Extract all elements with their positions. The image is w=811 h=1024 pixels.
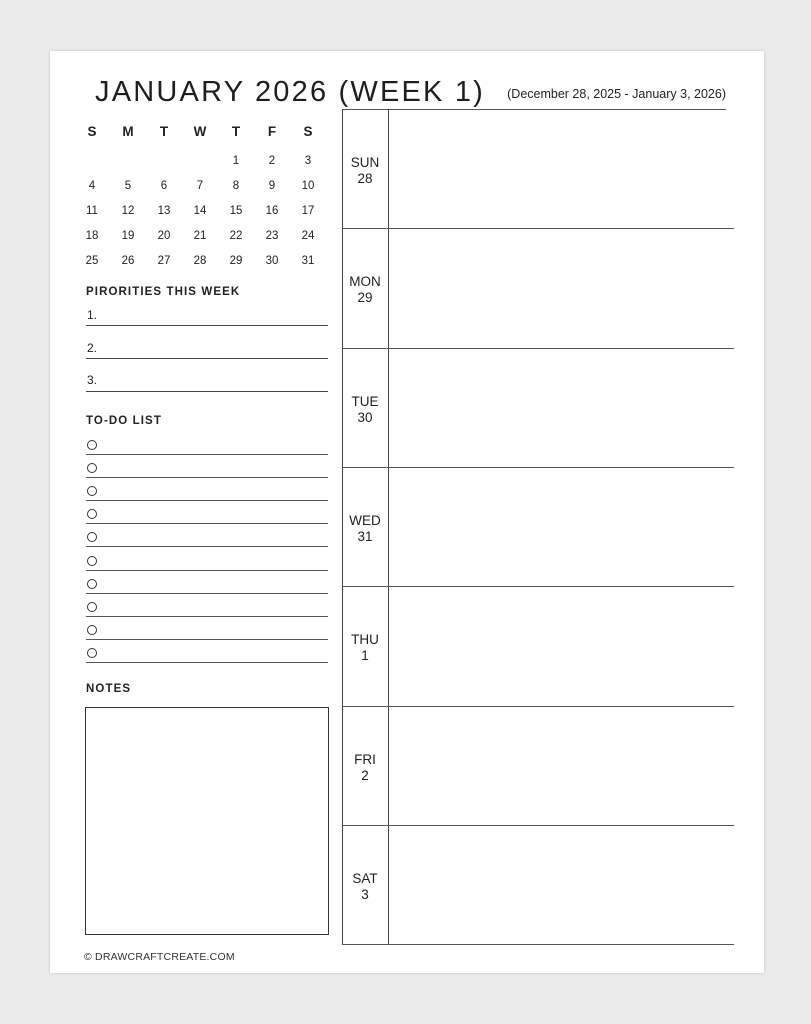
weekday-label: F	[267, 124, 277, 139]
calendar-weekday-header	[74, 124, 326, 139]
calendar-day: 2	[268, 155, 276, 167]
calendar-day: 18	[85, 230, 99, 242]
day-date: 29	[357, 290, 373, 306]
weekday-label: T	[231, 124, 241, 139]
priority-number: 2.	[87, 341, 98, 355]
calendar-week-row	[74, 255, 326, 267]
calendar-day: 19	[121, 230, 135, 242]
todo-line[interactable]	[86, 523, 328, 524]
calendar-day: 3	[304, 155, 312, 167]
calendar-day: 11	[86, 205, 98, 217]
title-underline	[342, 109, 726, 110]
calendar-day: 21	[193, 230, 207, 242]
day-row-divider	[342, 825, 734, 826]
day-row-divider	[342, 348, 734, 349]
todo-line[interactable]	[86, 616, 328, 617]
day-label	[342, 394, 388, 426]
weekday-label: W	[193, 124, 207, 139]
todo-checkbox[interactable]	[87, 486, 97, 496]
priority-line[interactable]	[86, 391, 328, 392]
calendar-day: 27	[157, 255, 171, 267]
day-column-divider	[388, 109, 389, 944]
todo-checkbox[interactable]	[87, 648, 97, 658]
day-date: 2	[361, 767, 369, 783]
calendar-week-row	[74, 230, 326, 242]
todo-checkbox[interactable]	[87, 556, 97, 566]
day-name: FRI	[354, 751, 376, 767]
calendar-day: 6	[160, 180, 168, 192]
day-label	[342, 513, 388, 545]
calendar-day: 31	[301, 255, 315, 267]
day-name: SUN	[350, 155, 380, 170]
priority-line[interactable]	[86, 358, 328, 359]
weekday-label: S	[87, 124, 97, 139]
day-date: 1	[361, 648, 369, 664]
copyright-footer: © DRAWCRAFTCREATE.COM	[84, 951, 235, 963]
calendar-day	[182, 155, 218, 167]
calendar-week-row	[74, 155, 326, 167]
day-row-divider	[342, 706, 734, 707]
week-date-range: (December 28, 2025 - January 3, 2026)	[507, 87, 726, 101]
todo-line[interactable]	[86, 454, 328, 455]
priorities-heading: PIRORITIES THIS WEEK	[86, 286, 241, 298]
weekday-label: S	[303, 124, 313, 139]
calendar-day: 29	[229, 255, 243, 267]
day-row-divider	[342, 586, 734, 587]
day-row-divider	[342, 944, 734, 945]
priority-line[interactable]	[86, 325, 328, 326]
notes-box[interactable]	[85, 707, 329, 935]
calendar-day	[74, 155, 110, 167]
calendar-day: 20	[157, 230, 171, 242]
calendar-day	[146, 155, 182, 167]
calendar-day: 4	[88, 180, 96, 192]
calendar-day: 17	[301, 205, 315, 217]
calendar-week-row	[74, 180, 326, 192]
day-label	[342, 274, 388, 306]
calendar-day: 22	[229, 230, 243, 242]
day-date: 3	[361, 886, 369, 902]
weekday-label: M	[122, 124, 134, 139]
calendar-day: 30	[265, 255, 279, 267]
day-date: 30	[357, 409, 373, 425]
day-label	[342, 632, 388, 664]
calendar-day: 15	[229, 205, 243, 217]
calendar-day: 25	[85, 255, 99, 267]
calendar-day: 9	[268, 180, 276, 192]
day-name: THU	[351, 632, 379, 648]
todo-heading: TO-DO LIST	[86, 415, 162, 427]
day-date: 28	[357, 171, 373, 186]
todo-checkbox[interactable]	[87, 532, 97, 542]
day-name: SAT	[352, 870, 378, 886]
todo-line[interactable]	[86, 593, 328, 594]
day-row-divider	[342, 228, 734, 229]
priority-number: 3.	[87, 373, 98, 387]
todo-line[interactable]	[86, 477, 328, 478]
calendar-day: 16	[265, 205, 279, 217]
priority-number: 1.	[87, 308, 98, 322]
todo-line[interactable]	[86, 500, 328, 501]
calendar-week-row	[74, 205, 326, 217]
todo-line[interactable]	[86, 546, 328, 547]
calendar-day: 7	[196, 180, 204, 192]
notes-heading: NOTES	[86, 683, 132, 695]
calendar-day: 12	[121, 205, 135, 217]
calendar-day: 10	[301, 180, 315, 192]
day-label	[342, 871, 388, 903]
day-name: WED	[349, 512, 381, 528]
calendar-day: 24	[301, 230, 315, 242]
calendar-day: 1	[232, 155, 240, 167]
calendar-day: 8	[232, 180, 240, 192]
day-label	[342, 752, 388, 784]
calendar-day: 13	[157, 205, 171, 217]
todo-checkbox[interactable]	[87, 509, 97, 519]
todo-checkbox[interactable]	[87, 602, 97, 612]
todo-checkbox[interactable]	[87, 440, 97, 450]
calendar-day	[110, 155, 146, 167]
todo-checkbox[interactable]	[87, 579, 97, 589]
calendar-day: 23	[265, 230, 279, 242]
day-date: 31	[357, 528, 373, 544]
todo-checkbox[interactable]	[87, 625, 97, 635]
calendar-day: 5	[124, 180, 132, 192]
weekday-label: T	[159, 124, 169, 139]
calendar-day: 26	[121, 255, 135, 267]
todo-line[interactable]	[86, 662, 328, 663]
page-title: JANUARY 2026 (WEEK 1)	[95, 76, 486, 108]
todo-line[interactable]	[86, 639, 328, 640]
day-name: TUE	[351, 393, 379, 409]
planner-page	[50, 51, 764, 973]
todo-line[interactable]	[86, 570, 328, 571]
day-row-divider	[342, 467, 734, 468]
day-label	[342, 155, 388, 187]
todo-checkbox[interactable]	[87, 463, 97, 473]
day-name: MON	[349, 274, 381, 290]
calendar-day: 14	[193, 205, 207, 217]
calendar-day: 28	[193, 255, 207, 267]
